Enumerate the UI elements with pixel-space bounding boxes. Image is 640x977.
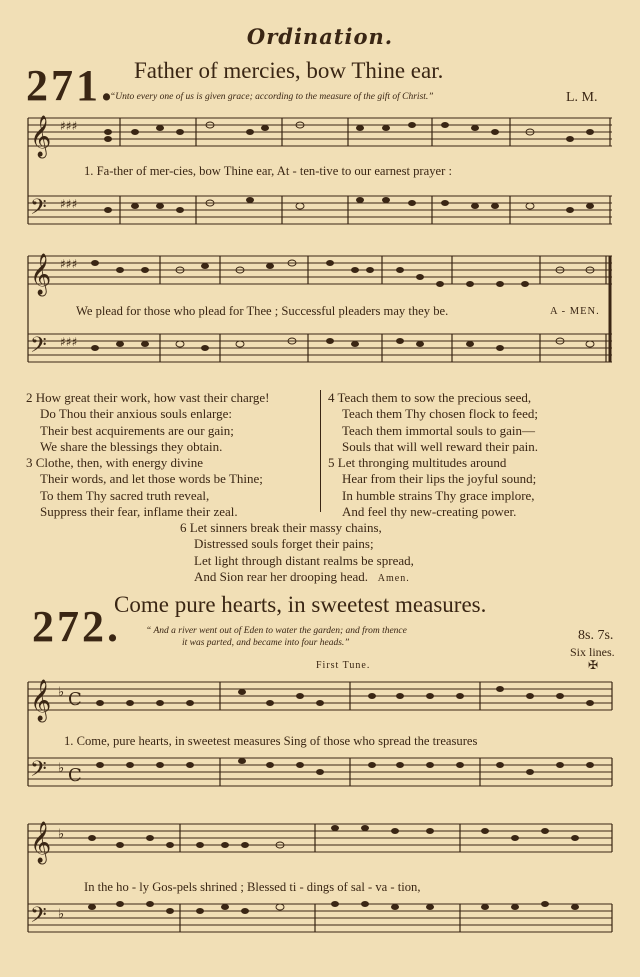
verse-3: 3 Clothe, then, with energy divine Their words, and let those words be Thine; To them Thy sacred truth reveal, Suppress their fear, inflame their zeal. [26, 455, 263, 519]
hymn-title-272: Come pure hearts, in sweetest measures. [114, 592, 487, 617]
common-time-icon: C [68, 765, 82, 786]
flat-key-icon: ♭ [58, 827, 65, 842]
cross-icon: ✠ [588, 658, 599, 672]
tune-label: First Tune. [316, 660, 371, 671]
key-signature-icon: ♯♯♯ [60, 335, 78, 349]
epigraph-272-line-1: “ And a river went out of Eden to water the garden; and from thence [146, 626, 407, 636]
key-signature-icon: ♯♯♯ [60, 119, 78, 133]
music-system-271-1 [20, 108, 620, 253]
hymn-number-271: 271. [26, 61, 115, 110]
lyric-271-line-1: 1. Fa-ther of mer-cies, bow Thine ear, At - ten-tive to our earnest prayer : [84, 164, 452, 178]
meter-272: 8s. 7s. [578, 628, 614, 643]
epigraph-271: “Unto every one of us is given grace; according to the measure of the gift of Christ.” [110, 92, 434, 102]
amen-label: A - MEN. [550, 306, 600, 317]
verse-divider [320, 390, 321, 512]
bass-clef-icon: 𝄢 [30, 757, 47, 787]
lyric-272-line-2: In the ho - ly Gos-pels shrined ; Blessed ti - dings of sal - va - tion, [84, 880, 421, 894]
key-signature-icon: ♯♯♯ [60, 197, 78, 211]
verse-4: 4 Teach them to sow the precious seed, Teach them Thy chosen flock to feed; Teach them immortal souls to gain— Souls that will well reward their pain. [328, 390, 539, 454]
treble-clef-icon: 𝄞 [30, 822, 52, 863]
meter-271: L. M. [566, 90, 598, 105]
treble-staff [28, 118, 612, 146]
treble-clef-icon: 𝄞 [30, 254, 52, 295]
verse-2: 2 How great their work, how vast their charge! Do Thou their anxious souls enlarge: Their best acquirements are our gain; We share the blessings they obtain. [26, 390, 270, 454]
bass-clef-icon: 𝄢 [30, 903, 47, 933]
key-signature-icon: ♯♯♯ [60, 257, 78, 271]
verse-5: 5 Let thronging multitudes around Hear from their lips the joyful sound; In humble strains Thy grace implore, And feel thy new-creating power. [328, 455, 537, 519]
final-amen: Amen. [377, 572, 410, 584]
bass-clef-icon: 𝄢 [30, 333, 47, 363]
meter-note-272: Six lines. [570, 645, 615, 659]
flat-key-icon: ♭ [58, 907, 65, 922]
flat-key-icon: ♭ [58, 761, 65, 776]
lyric-271-line-2: We plead for those who plead for Thee ; Successful pleaders may they be. [76, 304, 449, 318]
hymn-number-272: 272. [32, 602, 121, 651]
treble-clef-icon: 𝄞 [30, 116, 52, 157]
common-time-icon: C [68, 689, 82, 710]
bass-staff [28, 196, 612, 224]
verse-6: 6 Let sinners break their massy chains, Distressed souls forget their pains; Let light through distant realms be spread, And Sion rear her drooping head. Amen. [180, 520, 414, 584]
hymn-title-271: Father of mercies, bow Thine ear. [134, 58, 444, 83]
epigraph-272-line-2: it was parted, and became into four heads.” [182, 638, 350, 648]
bass-clef-icon: 𝄢 [30, 195, 47, 225]
treble-clef-icon: 𝄞 [30, 680, 52, 721]
flat-key-icon: ♭ [58, 685, 65, 700]
section-title: Ordination. [246, 24, 394, 49]
notes [96, 686, 594, 775]
lyric-272-line-1: 1. Come, pure hearts, in sweetest measures Sing of those who spread the treasures [64, 734, 478, 748]
